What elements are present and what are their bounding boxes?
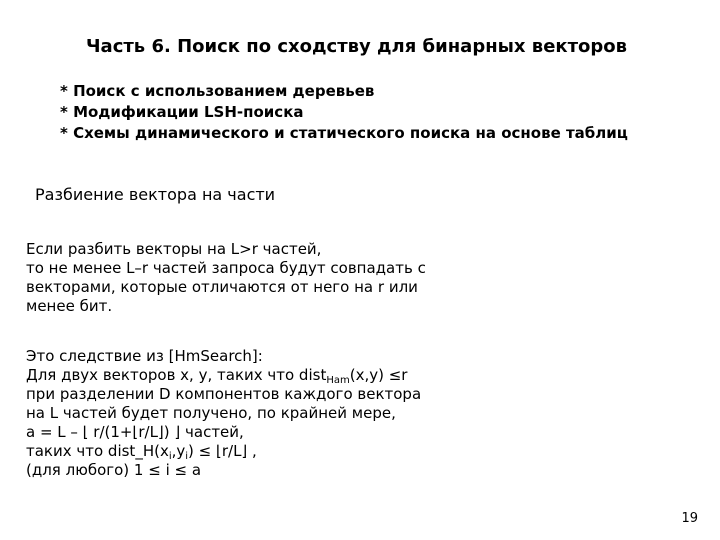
paragraph-line [26, 442, 421, 461]
formula-text: (x,y) ≤r [349, 366, 408, 384]
bullet-item: * Схемы динамического и статического поиска на основе таблиц [60, 124, 628, 142]
section-subheading: Разбиение вектора на части [35, 185, 276, 204]
subscript-i: i [185, 451, 189, 462]
paragraph-line: при разделении D компонентов каждого вектора [26, 385, 422, 403]
formula-text: таких что dist_H(x [26, 442, 169, 460]
formula-text: Для двух векторов x, y, таких что dist [26, 366, 327, 384]
paragraph-line: на L частей будет получено, по крайней мере, [26, 404, 396, 422]
page-number: 19 [681, 511, 698, 526]
paragraph-line: менее бит. [26, 297, 113, 315]
bullet-item: * Модификации LSH-поиска [60, 103, 304, 121]
paragraph-partitioning [26, 240, 426, 316]
bullet-list [60, 81, 628, 144]
slide-title: Часть 6. Поиск по сходству для бинарных векторов [86, 36, 628, 57]
paragraph-hmsearch [26, 347, 421, 480]
paragraph-line: a = L – ⌊ r/(1+⌊r/L⌋) ⌋ частей, [26, 423, 244, 441]
formula-text: ) ≤ ⌊r/L⌋ , [188, 442, 257, 460]
subscript-ham: Ham [326, 375, 350, 386]
subscript-i: i [168, 451, 172, 462]
formula-text: ,y [171, 442, 186, 460]
bullet-item: * Поиск с использованием деревьев [60, 82, 375, 100]
paragraph-line [26, 366, 421, 385]
paragraph-line: Это следствие из [HmSearch]: [26, 347, 263, 365]
paragraph-line: (для любого) 1 ≤ i ≤ a [26, 461, 202, 479]
paragraph-line: векторами, которые отличаются от него на r или [26, 278, 418, 296]
paragraph-line: Если разбить векторы на L>r частей, [26, 240, 322, 258]
paragraph-line: то не менее L–r частей запроса будут совпадать с [26, 259, 426, 277]
